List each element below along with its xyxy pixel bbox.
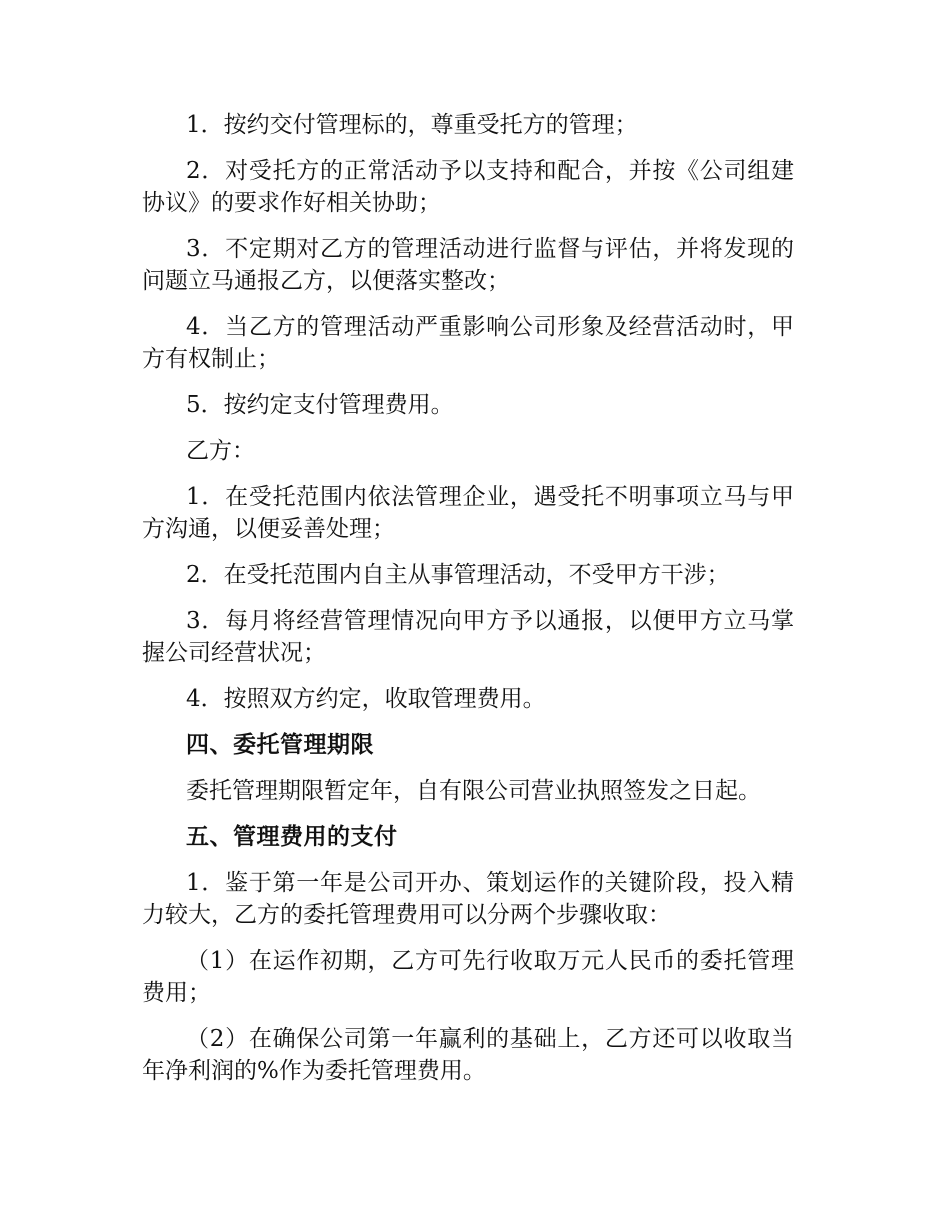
obligation-item-3: 3．不定期对乙方的管理活动进行监督与评估，并将发现的问题立马通报乙方，以便落实整改； — [142, 236, 794, 294]
party-b-item-3: 3．每月将经营管理情况向甲方予以通报，以便甲方立马掌握公司经营状况； — [142, 608, 794, 666]
party-b-item-4: 4．按照双方约定，收取管理费用。 — [186, 686, 546, 712]
section-heading-term: 四、委托管理期限 — [186, 732, 374, 758]
obligation-item-5: 5．按约定支付管理费用。 — [186, 392, 454, 418]
fee-subitem-2: （2）在确保公司第一年赢利的基础上，乙方还可以收取当年净利润的%作为委托管理费用。 — [142, 1026, 794, 1084]
term-text: 委托管理期限暂定年，自有限公司营业执照签发之日起。 — [186, 778, 761, 804]
section-heading-fee-payment: 五、管理费用的支付 — [186, 824, 398, 850]
fee-subitem-1: （1）在运作初期，乙方可先行收取万元人民币的委托管理费用； — [142, 948, 794, 1006]
fee-item-1: 1．鉴于第一年是公司开办、策划运作的关键阶段，投入精力较大，乙方的委托管理费用可以分两个步骤收取： — [142, 870, 794, 928]
party-b-item-1: 1．在受托范围内依法管理企业，遇受托不明事项立马与甲方沟通，以便妥善处理； — [142, 484, 794, 542]
party-b-item-2: 2．在受托范围内自主从事管理活动，不受甲方干涉； — [186, 562, 730, 588]
document-page — [142, 109, 794, 1101]
party-b-label: 乙方： — [186, 438, 255, 464]
obligation-item-1: 1．按约交付管理标的，尊重受托方的管理； — [186, 112, 638, 138]
obligation-item-2: 2．对受托方的正常活动予以支持和配合，并按《公司组建协议》的要求作好相关协助； — [142, 158, 794, 216]
obligation-item-4: 4．当乙方的管理活动严重影响公司形象及经营活动时，甲方有权制止； — [142, 314, 794, 372]
